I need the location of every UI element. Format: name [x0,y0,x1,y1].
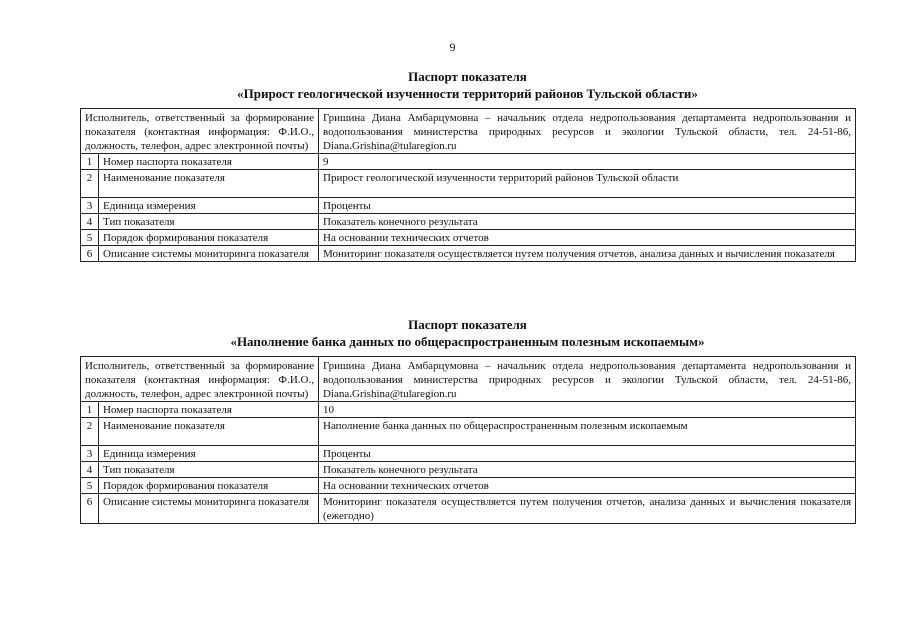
table-row [81,214,856,230]
row-value: Показатель конечного результата [319,462,856,478]
table-row [81,494,856,524]
table-row [81,154,856,170]
row-value: Мониторинг показателя осуществляется путем получения отчетов, анализа данных и вычисления показателя (ежегодно) [319,494,856,524]
row-value: 9 [319,154,856,170]
passport-2-heading: Паспорт показателя [408,317,527,332]
row-value: Прирост геологической изученности территорий районов Тульской области [319,170,856,198]
row-number: 4 [81,462,99,478]
row-label: Единица измерения [99,198,319,214]
table-row [81,170,856,198]
passport-1-heading: Паспорт показателя [408,69,527,84]
row-value: На основании технических отчетов [319,230,856,246]
row-label: Порядок формирования показателя [99,230,319,246]
passport-1-subtitle: «Прирост геологической изученности территорий районов Тульской области» [237,86,698,101]
table-row [81,446,856,462]
row-label: Наименование показателя [99,418,319,446]
row-label: Тип показателя [99,214,319,230]
passport-2 [80,316,855,524]
row-value: 10 [319,402,856,418]
row-number: 6 [81,494,99,524]
row-label: Единица измерения [99,446,319,462]
executor-row [81,357,856,402]
executor-value: Гришина Диана Амбарцумовна – начальник отдела недропользования департамента недропользования и водопользования министерства природных ресурсов и экологии Тульской области, тел. 24-51-86, Diana.Grishina@tularegion.ru [319,109,856,154]
passport-2-table [80,356,856,524]
executor-row [81,109,856,154]
row-number: 5 [81,230,99,246]
passport-2-subtitle: «Наполнение банка данных по общераспространенным полезным ископаемым» [230,334,705,349]
table-row [81,418,856,446]
row-label: Описание системы мониторинга показателя [99,246,319,262]
row-label: Порядок формирования показателя [99,478,319,494]
executor-label: Исполнитель, ответственный за формирование показателя (контактная информация: Ф.И.О., должность, телефон, адрес электронной почты) [81,357,319,402]
row-number: 1 [81,154,99,170]
row-value: Наполнение банка данных по общераспространенным полезным ископаемым [319,418,856,446]
row-number: 2 [81,418,99,446]
table-row [81,198,856,214]
row-number: 3 [81,446,99,462]
row-number: 5 [81,478,99,494]
row-number: 3 [81,198,99,214]
passport-1-title [80,68,855,102]
table-row [81,246,856,262]
row-value: Проценты [319,198,856,214]
row-label: Описание системы мониторинга показателя [99,494,319,524]
table-row [81,230,856,246]
row-label: Наименование показателя [99,170,319,198]
table-row [81,478,856,494]
row-value: Мониторинг показателя осуществляется путем получения отчетов, анализа данных и вычисления показателя [319,246,856,262]
row-value: Показатель конечного результата [319,214,856,230]
row-number: 1 [81,402,99,418]
row-number: 6 [81,246,99,262]
executor-label: Исполнитель, ответственный за формирование показателя (контактная информация: Ф.И.О., должность, телефон, адрес электронной почты) [81,109,319,154]
table-row [81,462,856,478]
row-number: 2 [81,170,99,198]
passport-2-title [80,316,855,350]
table-row [81,402,856,418]
row-label: Номер паспорта показателя [99,402,319,418]
executor-value: Гришина Диана Амбарцумовна – начальник отдела недропользования департамента недропользования и водопользования министерства природных ресурсов и экологии Тульской области, тел. 24-51-86, Diana.Grishina@tularegion.ru [319,357,856,402]
row-value: На основании технических отчетов [319,478,856,494]
row-label: Тип показателя [99,462,319,478]
row-value: Проценты [319,446,856,462]
page-number: 9 [449,40,456,54]
passport-1-table [80,108,856,262]
row-label: Номер паспорта показателя [99,154,319,170]
row-number: 4 [81,214,99,230]
passport-1 [80,68,855,262]
